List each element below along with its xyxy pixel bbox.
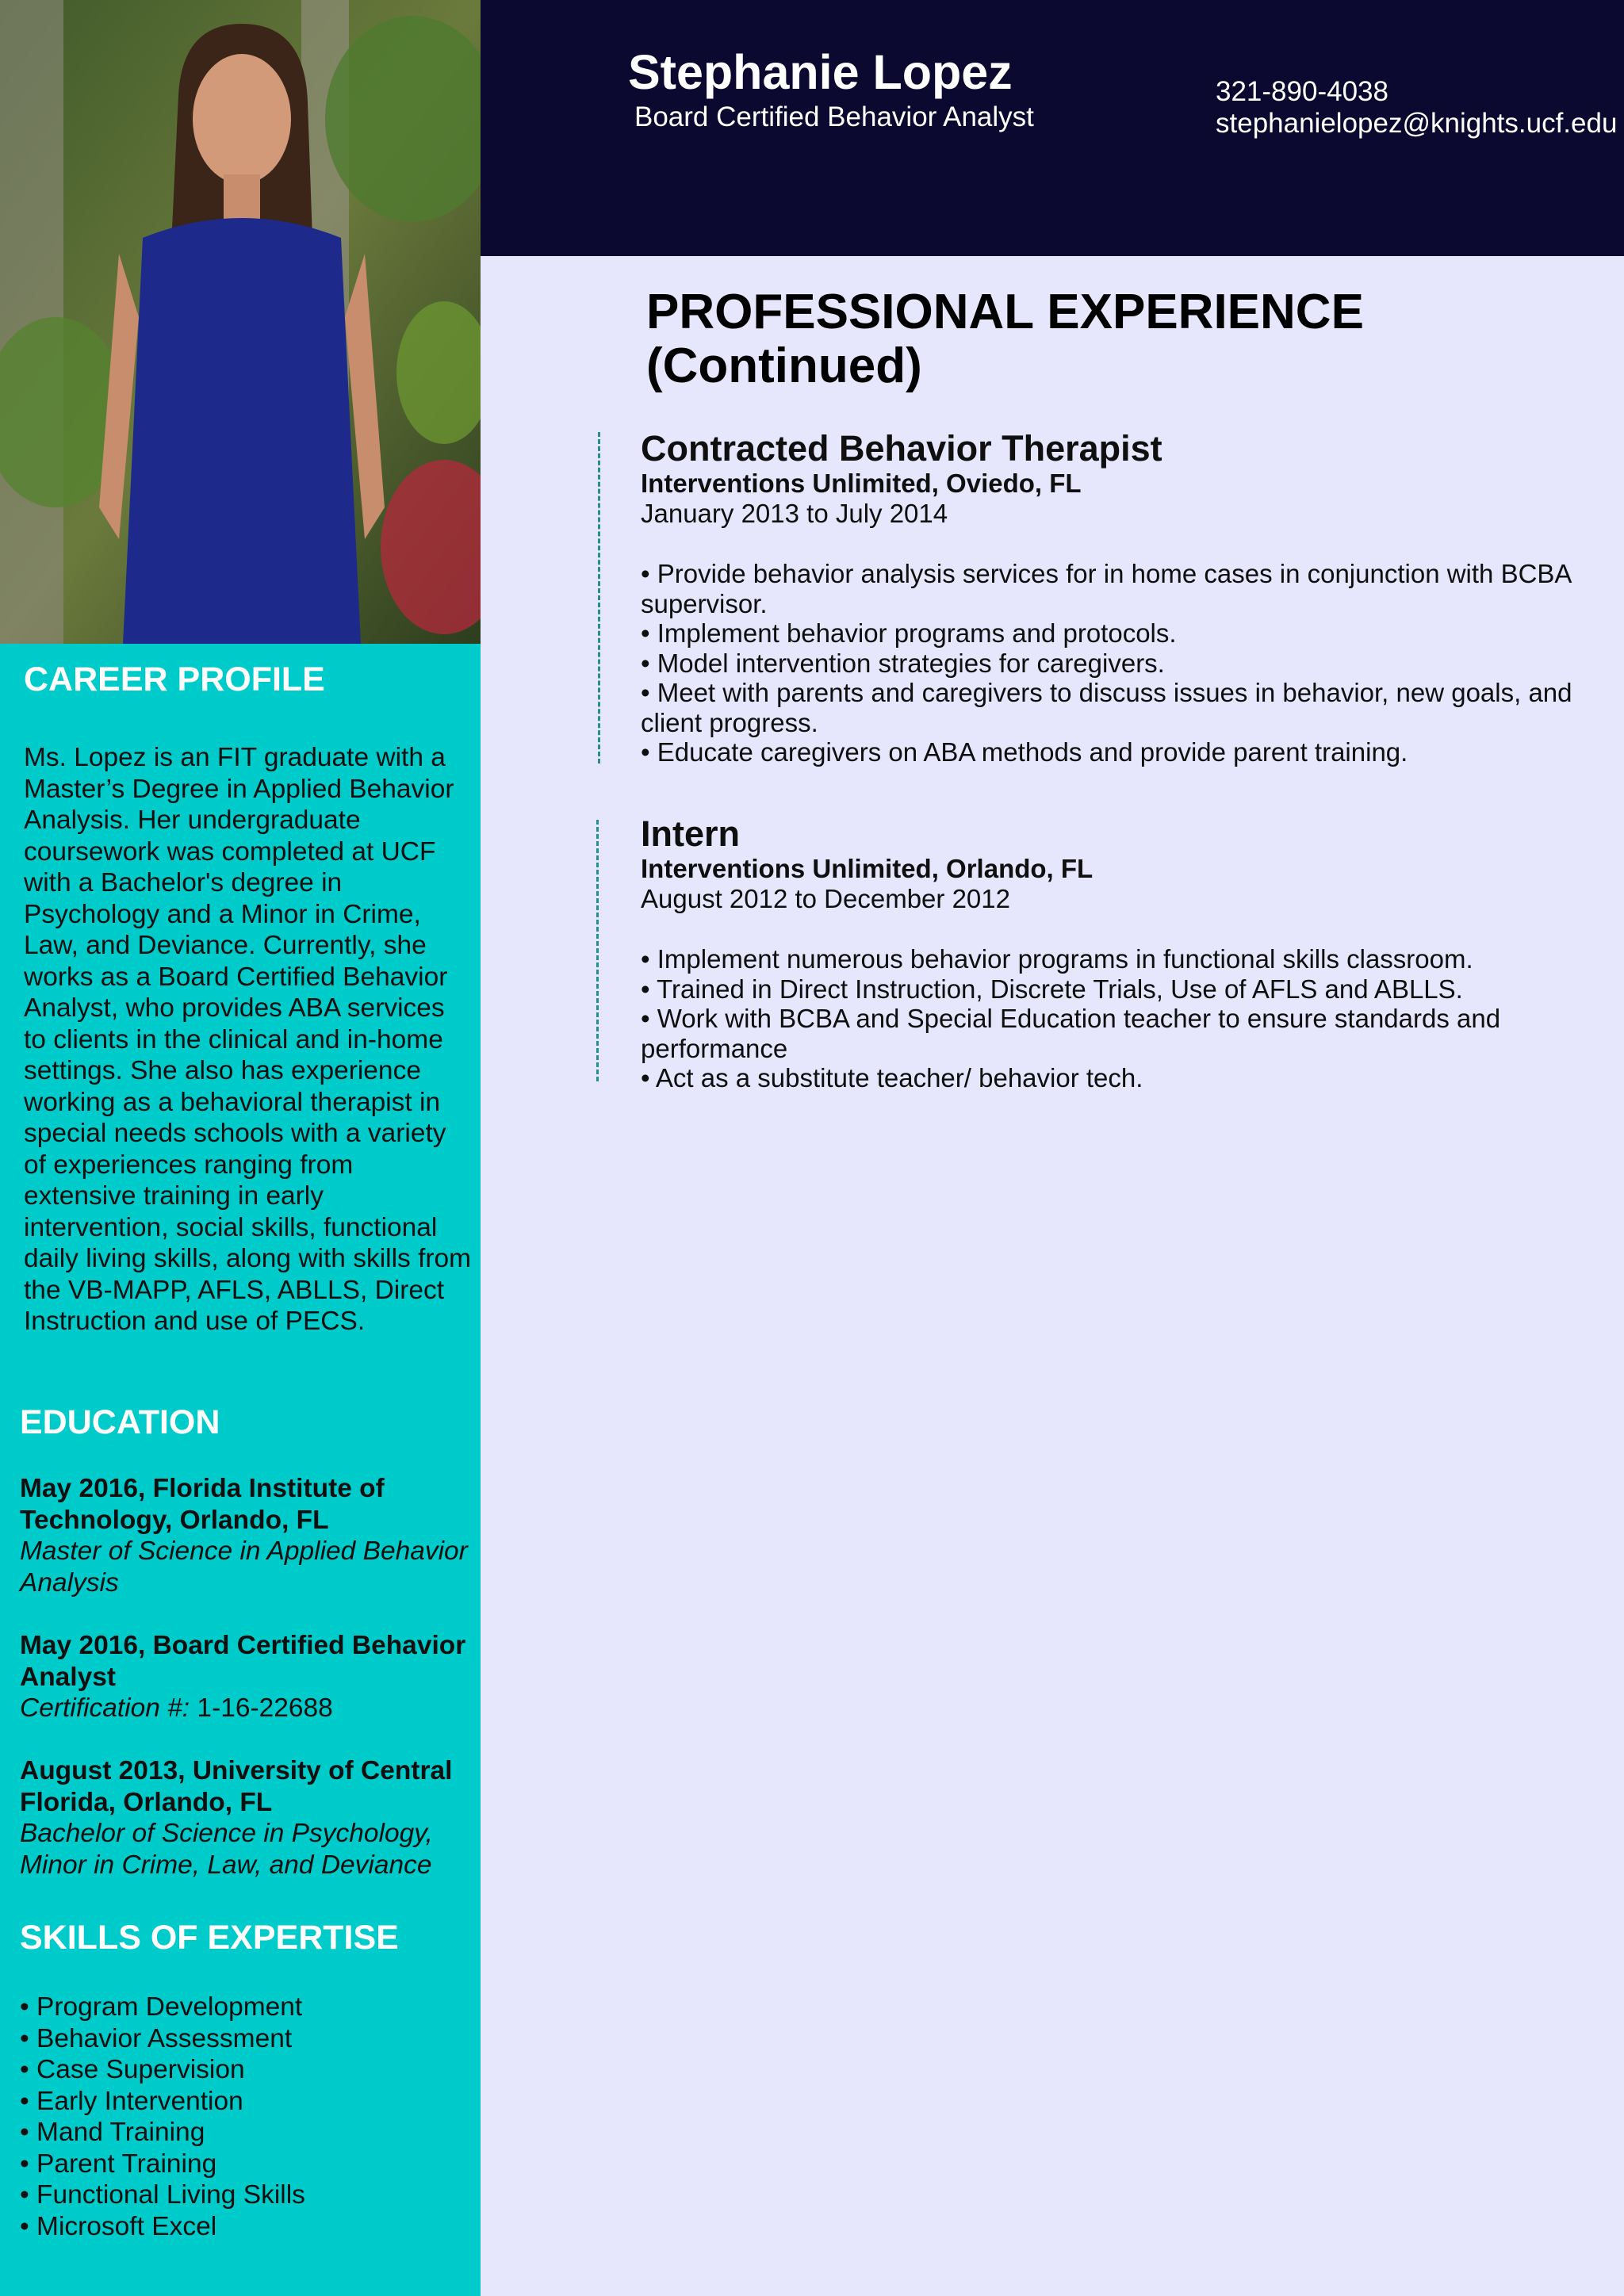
- education-detail: Bachelor of Science in Psychology, Minor in Crime, Law, and Deviance: [20, 1819, 433, 1880]
- education-item: [20, 1755, 476, 1881]
- job-bullet: • Meet with parents and caregivers to discuss issues in behavior, new goals, and client progress.: [641, 678, 1572, 737]
- job-bullet: • Trained in Direct Instruction, Discrete Trials, Use of AFLS and ABLLS.: [641, 974, 1463, 1004]
- job-entry: [641, 814, 1592, 1093]
- job-entry: [641, 429, 1592, 767]
- skill-item: • Mand Training: [20, 2118, 205, 2147]
- job-bullet: • Work with BCBA and Special Education teacher to ensure standards and performance: [641, 1004, 1501, 1063]
- email-address: stephanielopez@knights.ucf.edu: [1216, 108, 1618, 139]
- job-bullet: • Implement numerous behavior programs in functional skills classroom.: [641, 944, 1473, 974]
- career-profile-text: Ms. Lopez is an FIT graduate with a Master’s Degree in Applied Behavior Analysis. Her undergraduate coursework was completed at UCF with a Bachelor's degree in Psychology and a Minor in Crime, Law, and Deviance. Currently, she works as a Board Certified Behavior Analyst, who provides ABA services to clients in the clinical and in-home settings. She also has experience working as a behavioral therapist in special needs schools with a variety of experiences ranging from extensive training in early intervention, social skills, functional daily living skills, along with skills from the VB-MAPP, AFLS, ABLLS, Direct Instruction and use of PECS.: [24, 743, 472, 1336]
- job-dates: January 2013 to July 2014: [641, 499, 948, 528]
- candidate-name: Stephanie Lopez: [628, 45, 1013, 99]
- phone-number: 321-890-4038: [1216, 76, 1388, 107]
- education-line: August 2013, University of Central Florida, Orlando, FL: [20, 1756, 453, 1817]
- education-heading: EDUCATION: [20, 1403, 220, 1441]
- header: [481, 0, 1624, 256]
- job-bullet: • Implement behavior programs and protocols.: [641, 618, 1177, 648]
- education-line: May 2016, Board Certified Behavior Analyst: [20, 1631, 466, 1692]
- education-detail: Certification #:: [20, 1693, 190, 1723]
- job-organization: Interventions Unlimited, Oviedo, FL: [641, 469, 1082, 498]
- timeline-line: [596, 820, 599, 1081]
- skill-item: • Case Supervision: [20, 2055, 245, 2084]
- job-bullet: • Educate caregivers on ABA methods and provide parent training.: [641, 737, 1408, 767]
- career-profile-heading: CAREER PROFILE: [24, 660, 325, 698]
- education-detail: Master of Science in Applied Behavior Analysis: [20, 1536, 468, 1598]
- job-bullets: [641, 944, 1592, 1093]
- candidate-title: Board Certified Behavior Analyst: [634, 101, 1034, 132]
- timeline-line: [598, 432, 600, 763]
- skill-item: • Program Development: [20, 1992, 303, 2022]
- education-item: [20, 1630, 476, 1724]
- certification-number: 1-16-22688: [190, 1693, 333, 1723]
- job-title: Contracted Behavior Therapist: [641, 428, 1162, 469]
- job-title: Intern: [641, 813, 741, 854]
- education-item: [20, 1473, 476, 1598]
- job-organization: Interventions Unlimited, Orlando, FL: [641, 854, 1094, 883]
- skill-item: • Microsoft Excel: [20, 2211, 217, 2241]
- job-bullets: [641, 559, 1592, 767]
- job-bullet: • Provide behavior analysis services for in home cases in conjunction with BCBA supervisor.: [641, 559, 1571, 618]
- skill-item: • Functional Living Skills: [20, 2180, 305, 2210]
- job-dates: August 2012 to December 2012: [641, 884, 1010, 913]
- skill-item: • Parent Training: [20, 2149, 217, 2179]
- skills-list: [20, 1992, 305, 2242]
- education-line: May 2016, Florida Institute of Technology, Orlando, FL: [20, 1474, 385, 1535]
- profile-photo: [0, 0, 481, 644]
- experience-heading-line: (Continued): [646, 339, 922, 393]
- job-bullet: • Model intervention strategies for caregivers.: [641, 648, 1165, 678]
- skill-item: • Early Intervention: [20, 2086, 243, 2116]
- skills-heading: SKILLS OF EXPERTISE: [20, 1919, 399, 1957]
- skill-item: • Behavior Assessment: [20, 2023, 293, 2053]
- job-bullet: • Act as a substitute teacher/ behavior tech.: [641, 1063, 1143, 1093]
- experience-heading: [646, 285, 1364, 393]
- experience-heading-line: PROFESSIONAL EXPERIENCE: [646, 285, 1364, 339]
